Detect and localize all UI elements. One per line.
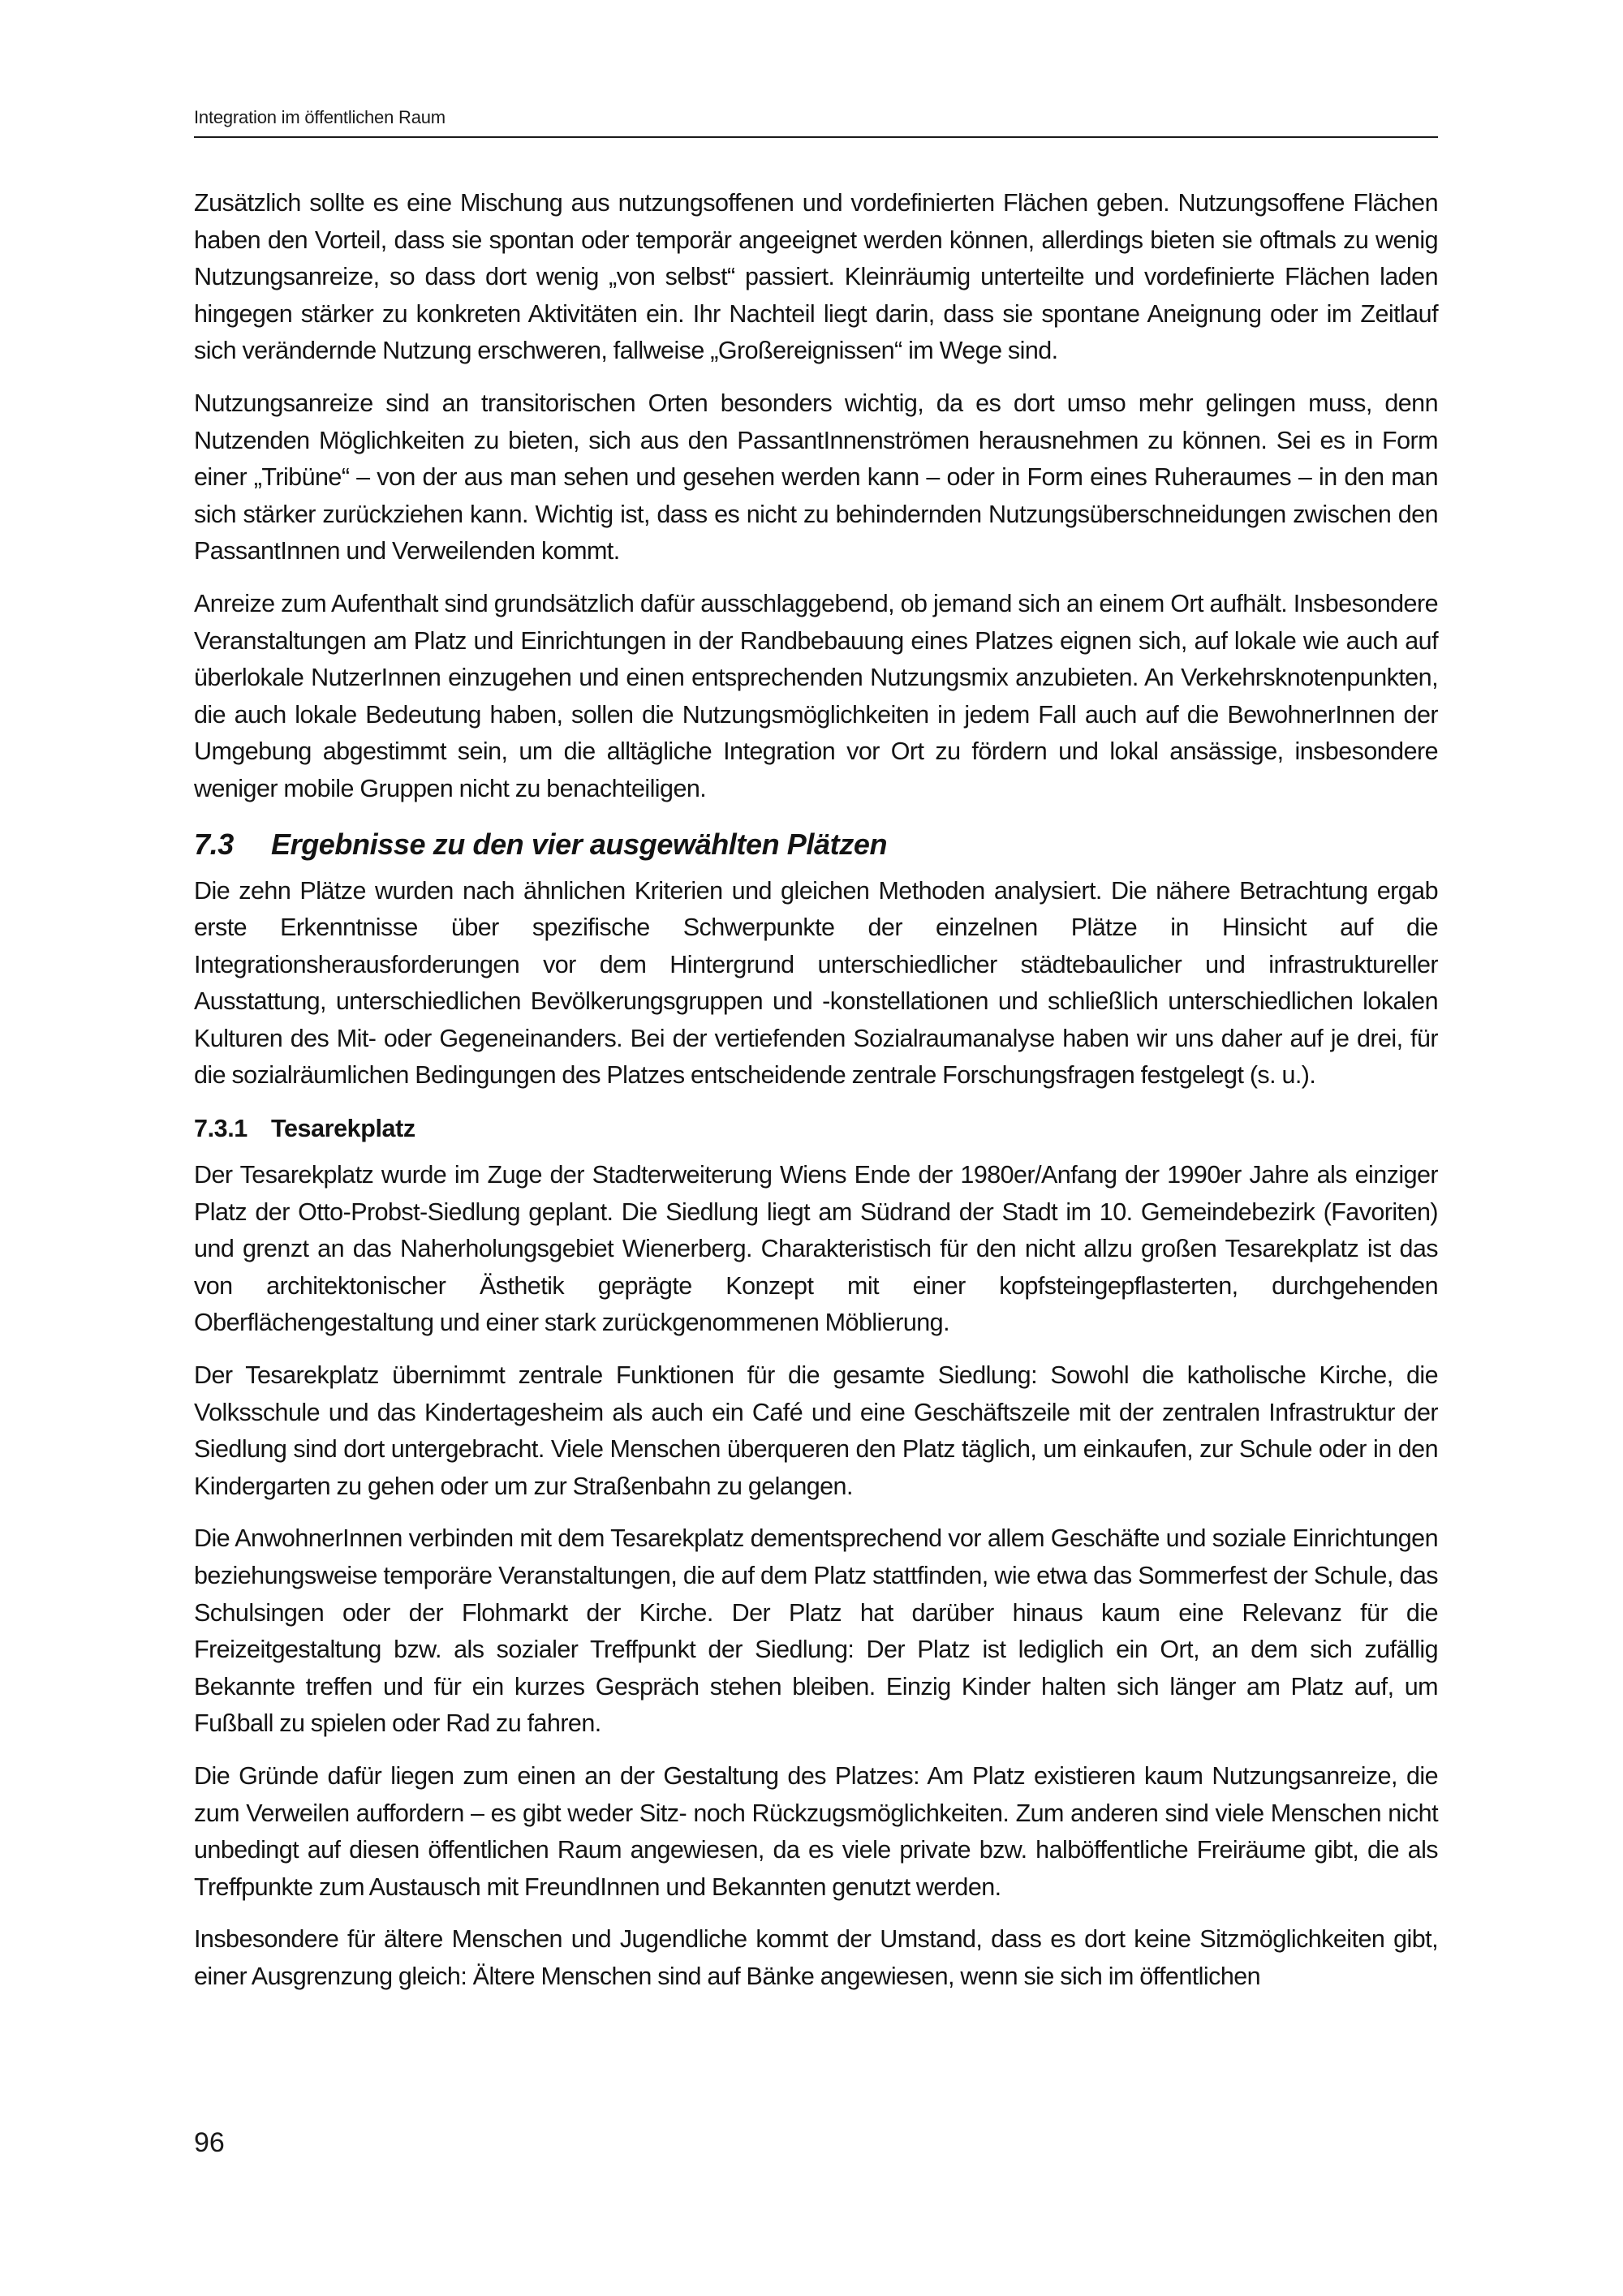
paragraph: Anreize zum Aufenthalt sind grundsätzlich dafür ausschlaggebend, ob jemand sich an einem Ort aufhält. Insbesondere Veranstaltungen am Platz und Einrichtungen in der Randbebauung eines Platzes eignen sich, auf lokale wie auch auf überlokale NutzerInnen einzugehen und einen entsprechenden Nutzungsmix anzubieten. An Verkehrsknotenpunkten, die auch lokale Bedeutung haben, sollen die Nutzungsmöglichkeiten in jedem Fall auch auf die BewohnerInnen der Umgebung abgestimmt sein, um die alltägliche Integration vor Ort zu fördern und lokal ansässige, insbesondere weniger mobile Gruppen nicht zu benachteiligen. — [194, 589, 1438, 802]
paragraph: Insbesondere für ältere Menschen und Jugendliche kommt der Umstand, dass es dort keine Sitzmöglichkeiten gibt, einer Ausgrenzung gleich: Ältere Menschen sind auf Bänke angewiesen, wenn sie sich im öffentlichen — [194, 1925, 1438, 1990]
paragraph: Zusätzlich sollte es eine Mischung aus nutzungsoffenen und vordefinierten Flächen geben. Nutzungsoffene Flächen haben den Vorteil, dass sie spontan oder temporär angeeignet werden können, allerdings bieten sie oftmals zu wenig Nutzungsanreize, so dass dort wenig „von selbst“ passiert. Kleinräumig unterteilte und vordefinierte Flächen laden hingegen stärker zu konkreten Aktivitäten ein. Ihr Nachteil liegt darin, dass sie spontane Aneignung oder im Zeitlauf sich verändernde Nutzung erschweren, fallweise „Großereignissen“ im Wege sind. — [194, 189, 1438, 365]
paragraph: Nutzungsanreize sind an transitorischen Orten besonders wichtig, da es dort umso mehr gelingen muss, denn Nutzenden Möglichkeiten zu bieten, sich aus den PassantInnenströmen herausnehmen zu können. Sei es in Form einer „Tribüne“ – von der aus man sehen und gesehen werden kann – oder in Form eines Ruheraumes – in den man sich stärker zurückziehen kann. Wichtig ist, dass es nicht zu behindernden Nutzungsüberschneidungen zwischen den PassantInnen und Verweilenden kommt. — [194, 389, 1438, 565]
page-number: 96 — [194, 2127, 225, 2158]
page-content — [194, 185, 1438, 2011]
paragraph: Der Tesarekplatz wurde im Zuge der Stadterweiterung Wiens Ende der 1980er/Anfang der 1990er Jahre als einziger Platz der Otto-Probst-Siedlung geplant. Die Siedlung liegt am Südrand der Stadt im 10. Gemeindebezirk (Favoriten) und grenzt an das Naherholungsgebiet Wienerberg. Charakteristisch für den nicht allzu großen Tesarekplatz ist das von architektonischer Ästhetik geprägte Konzept mit einer kopfsteingepflasterten, durchgehenden Oberflächengestaltung und einer stark zurückgenommenen Möblierung. — [194, 1161, 1438, 1337]
section-number: 7.3 — [194, 827, 234, 861]
subsection-title: Tesarekplatz — [271, 1115, 415, 1143]
subsection-number: 7.3.1 — [194, 1115, 248, 1143]
paragraph: Die zehn Plätze wurden nach ähnlichen Kriterien und gleichen Methoden analysiert. Die nähere Betrachtung ergab erste Erkenntnisse über spezifische Schwerpunkte der einzelnen Plätze in Hinsicht auf die Integrationsherausforderungen vor dem Hintergrund unterschiedlicher städtebaulicher und infrastruktureller Ausstattung, unterschiedlichen Bevölkerungsgruppen und -konstellationen und schließlich unterschiedlichen lokalen Kulturen des Mit- oder Gegeneinanders. Bei der vertiefenden Sozialraumanalyse haben wir uns daher auf je drei, für die sozialräumlichen Bedingungen des Platzes entscheidende zentrale Forschungsfragen festgelegt (s. u.). — [194, 876, 1438, 1090]
running-header: Integration im öffentlichen Raum — [194, 107, 446, 127]
paragraph: Die Gründe dafür liegen zum einen an der Gestaltung des Platzes: Am Platz existieren kaum Nutzungsanreize, die zum Verweilen auffordern – es gibt weder Sitz- noch Rückzugsmöglichkeiten. Zum anderen sind viele Menschen nicht unbedingt auf diesen öffentlichen Raum angewiesen, da es viele private bzw. halböffentliche Freiräume gibt, die als Treffpunkte zum Austausch mit FreundInnen und Bekannten genutzt werden. — [194, 1761, 1438, 1901]
subsection-heading — [194, 1110, 1438, 1147]
section-heading — [194, 824, 1438, 865]
header-rule — [194, 136, 1438, 138]
paragraph: Der Tesarekplatz übernimmt zentrale Funktionen für die gesamte Siedlung: Sowohl die katholische Kirche, die Volksschule und das Kindertagesheim als auch ein Café und eine Geschäftszeile mit der zentralen Infrastruktur der Siedlung sind dort untergebracht. Viele Menschen überqueren den Platz täglich, um einkaufen, zur Schule oder in den Kindergarten zu gehen oder um zur Straßenbahn zu gelangen. — [194, 1361, 1438, 1500]
section-title: Ergebnisse zu den vier ausgewählten Plätzen — [271, 827, 888, 861]
paragraph: Die AnwohnerInnen verbinden mit dem Tesarekplatz dementsprechend vor allem Geschäfte und soziale Einrichtungen beziehungsweise temporäre Veranstaltungen, die auf dem Platz stattfinden, wie etwa das Sommerfest der Schule, das Schulsingen oder der Flohmarkt der Kirche. Der Platz hat darüber hinaus kaum eine Relevanz für die Freizeitgestaltung bzw. als sozialer Treffpunkt der Siedlung: Der Platz ist lediglich ein Ort, an dem sich zufällig Bekannte treffen und für ein kurzes Gespräch stehen bleiben. Einzig Kinder halten sich länger am Platz auf, um Fußball zu spielen oder Rad zu fahren. — [194, 1524, 1438, 1738]
